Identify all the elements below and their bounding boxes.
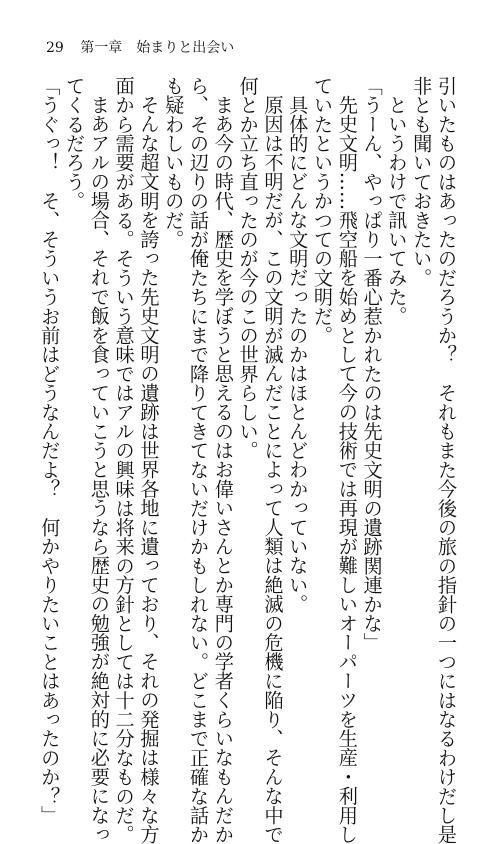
text-column-2: 非とも聞いておきたい。 [410,76,434,288]
text-column-17: 「うぐっ！ そ、そういうお前はどうなんだよ？ 何かやりたいことはあったのか？」 [38,76,62,825]
text-column-16: てくるだろう。 [63,76,87,211]
text-column-7: 具体的にどんな文明だったのかはほとんどわかっていない。 [286,95,310,614]
text-column-3: というわけで訊いてみた。 [385,95,409,326]
text-column-12: も疑わしいものだ。 [162,76,186,249]
vertical-body-text [38,76,458,844]
text-column-8: 原因は不明だが、この文明が滅んだことによって人類は絶滅の危機に陥り、そんな中で [261,95,285,844]
running-header [46,40,234,56]
chapter-title: 第一章 始まりと出会い [80,40,235,56]
page-number: 29 [46,40,64,56]
text-column-11: ら、その辺りの話が俺たちにまで降りてきてないだけかもしれない。どこまで正確な話か [187,76,211,844]
text-column-4: 「うーん、やっぱり一番心惹かれたのは先史文明の遺跡関連かな」 [360,76,384,652]
text-column-14: 面から需要がある。そういう意味ではアルの興味は将来の方針としては十二分なものだ。 [112,76,136,844]
text-column-9: 何とか立ち直ったのが今のこの世界らしい。 [236,76,260,460]
text-column-10: まあ今の時代、歴史を学ぼうと思えるのはお偉いさんとか専門の学者くらいなもんだか [211,95,235,844]
text-column-13: そんな超文明を誇った先史文明の遺跡は世界各地に遺っており、それの発掘は様々な方 [137,95,161,844]
text-column-15: まあアルの場合、それで飯を食っていこうと思うなら歴史の勉強が絶対的に必要になっ [87,95,111,844]
text-column-1: 引いたものはあったのだろうか？ それもまた今後の旅の指針の一つにはなるわけだし是 [435,76,458,844]
text-column-5: 先史文明……飛空船を始めとして今の技術では再現が難しいオーパーツを生産・利用し [335,95,359,844]
text-column-6: ていたというかつての文明だ。 [311,76,335,345]
